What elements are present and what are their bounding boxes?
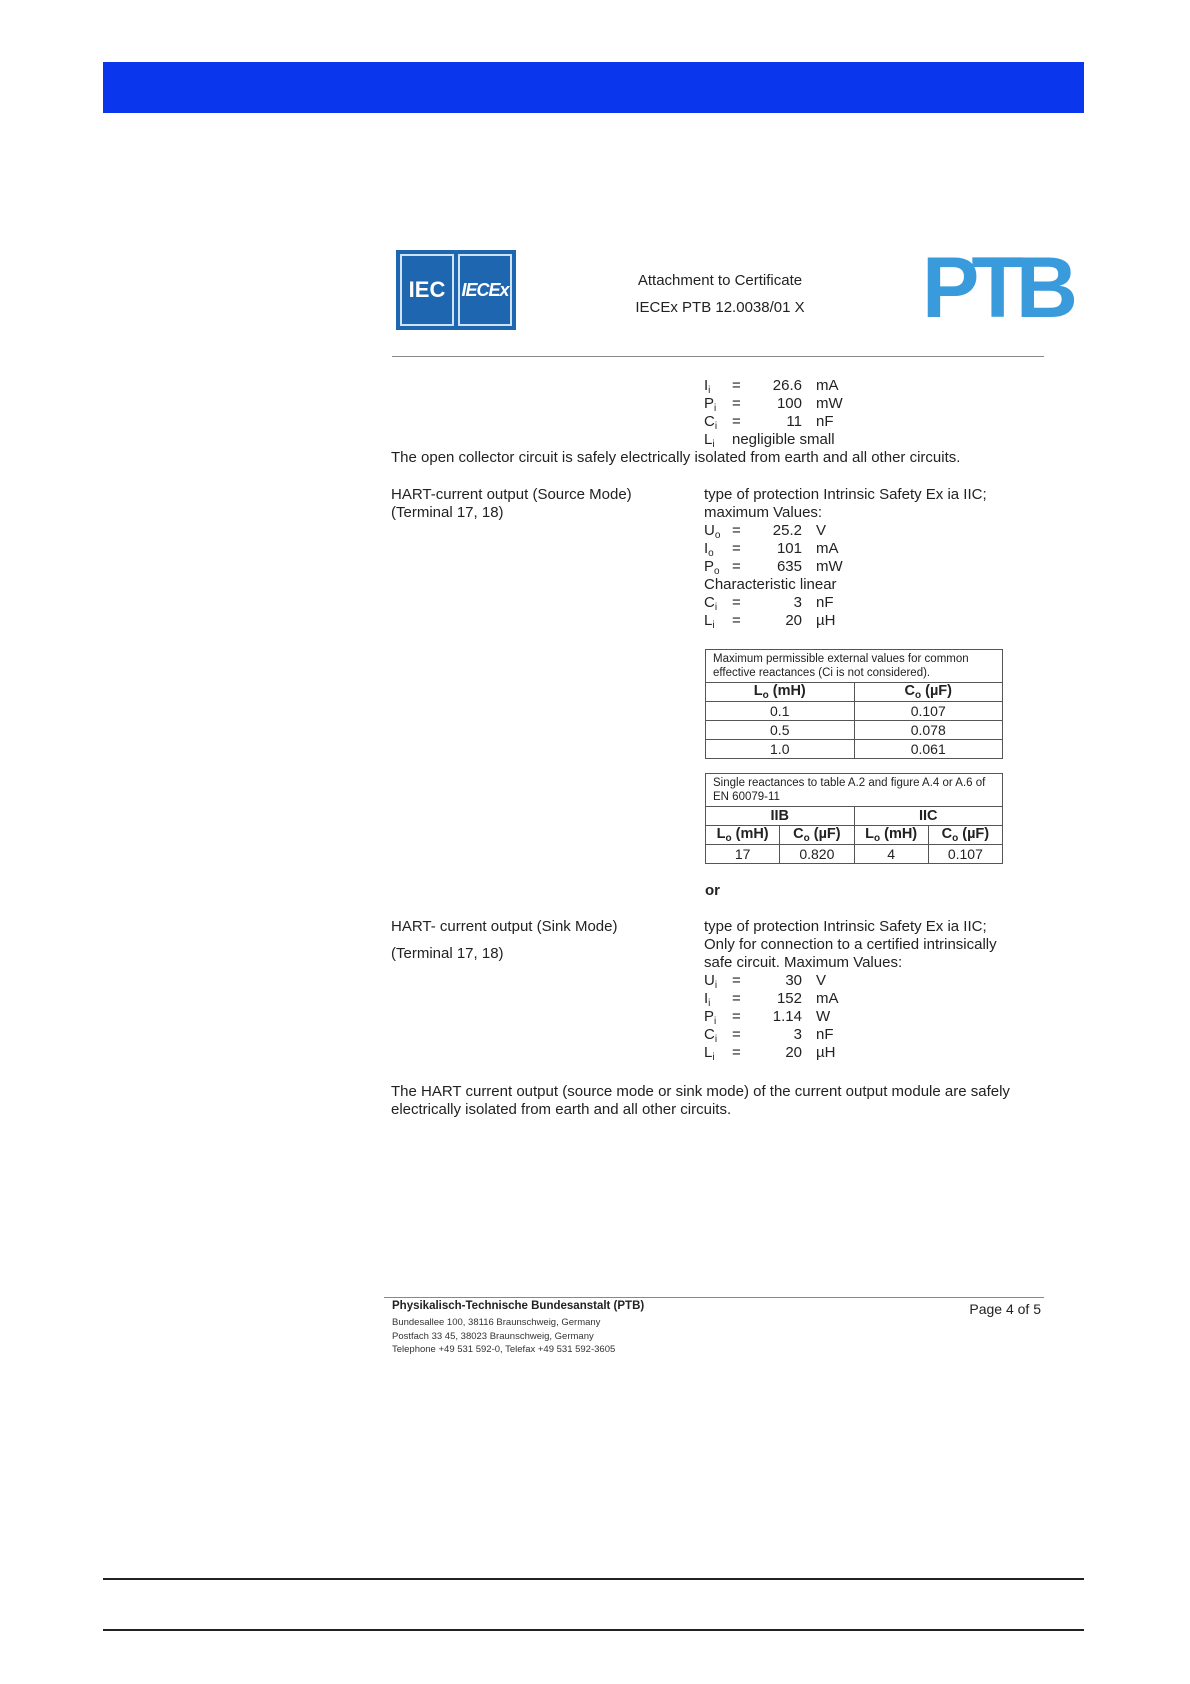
- value-row: $L_i = 20$ µH: [704, 612, 836, 631]
- sink-mode-title: HART- current output (Sink Mode): [391, 918, 618, 935]
- value-row: $I_i = 26.6$ mA: [704, 377, 839, 396]
- sink-mode-terminal: (Terminal 17, 18): [391, 945, 504, 962]
- value-row: $U_o = 25.2$ V: [704, 522, 827, 541]
- table-header: $L_o$ (mH): [854, 826, 928, 845]
- input-values: [704, 377, 843, 449]
- table-header: $L_o$ (mH): [706, 826, 780, 845]
- open-collector-note: The open collector circuit is safely electrically isolated from earth and all other circuits.: [391, 449, 961, 466]
- ptb-logo: PTB: [922, 240, 1070, 336]
- value-row: $P_i = 1.14$ W: [704, 1008, 831, 1027]
- reactance-table: [705, 649, 1003, 759]
- table-caption: Single reactances to table A.2 and figure A.4 or A.6 of EN 60079-11: [706, 774, 1003, 807]
- isolation-note-line1: The HART current output (source mode or sink mode) of the current output module are safely: [391, 1083, 1010, 1100]
- sink-mode-values: [704, 918, 997, 1062]
- value-row: $P_i = 100$ mW: [704, 395, 843, 414]
- max-values-label: maximum Values:: [704, 504, 823, 521]
- page-number: Page 4 of 5: [969, 1301, 1041, 1317]
- iec-iecex-logo: [396, 250, 516, 330]
- iec-logo-text: IEC: [400, 254, 454, 326]
- value-row: $P_o = 635$ mW: [704, 558, 843, 577]
- iecex-logo-text: IECEx: [458, 254, 512, 326]
- certificate-number: IECEx PTB 12.0038/01 X: [635, 299, 805, 316]
- certificate-title: Attachment to Certificate: [637, 272, 803, 289]
- value-row: $C_i = 3$ nF: [704, 1026, 834, 1045]
- value-row-li: $L_i$ negligible small: [704, 431, 835, 450]
- protection-type: type of protection Intrinsic Safety Ex ia IIC;: [704, 918, 987, 935]
- bottom-rule-1: [103, 1578, 1084, 1580]
- value-row: $C_i = 11$ nF: [704, 413, 834, 432]
- value-row: $C_i = 3$ nF: [704, 594, 834, 613]
- table-row: 17 0.820 4 0.107: [706, 845, 1003, 864]
- header-banner: [103, 62, 1084, 113]
- max-values-label: safe circuit. Maximum Values:: [704, 954, 903, 971]
- footer-address1: Bundesallee 100, 38116 Braunschweig, Germany: [392, 1317, 601, 1328]
- value-row: $U_i = 30$ V: [704, 972, 827, 991]
- value-row: $I_o = 101$ mA: [704, 540, 839, 559]
- group-header-iic: IIC: [854, 807, 1003, 826]
- protection-type: type of protection Intrinsic Safety Ex ia IIC;: [704, 486, 987, 503]
- source-mode-title: HART-current output (Source Mode): [391, 486, 632, 503]
- table-row: 0.1 0.107: [706, 702, 1003, 721]
- table-header: $C_o$ (µF): [854, 683, 1003, 702]
- table-caption: Maximum permissible external values for common effective reactances (Ci is not considered).: [706, 650, 1003, 683]
- table-header: $L_o$ (mH): [706, 683, 855, 702]
- or-label: or: [705, 882, 720, 899]
- footer-institution: Physikalisch-Technische Bundesanstalt (PTB): [392, 1300, 645, 1312]
- value-row: $L_i = 20$ µH: [704, 1044, 836, 1063]
- connection-note: Only for connection to a certified intrinsically: [704, 936, 997, 953]
- table-row: 0.5 0.078: [706, 721, 1003, 740]
- bottom-rule-2: [103, 1629, 1084, 1631]
- source-mode-terminal: (Terminal 17, 18): [391, 504, 504, 521]
- single-reactance-table: [705, 773, 1003, 864]
- table-header: $C_o$ (µF): [780, 826, 854, 845]
- footer-telephone: Telephone +49 531 592-0, Telefax +49 531 592-3605: [392, 1344, 616, 1355]
- header-divider: [392, 356, 1044, 357]
- table-header: $C_o$ (µF): [928, 826, 1002, 845]
- value-row: $I_i = 152$ mA: [704, 990, 839, 1009]
- group-header-iib: IIB: [706, 807, 855, 826]
- footer-address2: Postfach 33 45, 38023 Braunschweig, Germany: [392, 1331, 594, 1342]
- isolation-note-line2: electrically isolated from earth and all other circuits.: [391, 1101, 732, 1118]
- source-mode-values: [704, 486, 987, 630]
- table-row: 1.0 0.061: [706, 740, 1003, 759]
- characteristic-label: Characteristic linear: [704, 576, 837, 593]
- footer-divider: [384, 1297, 1044, 1298]
